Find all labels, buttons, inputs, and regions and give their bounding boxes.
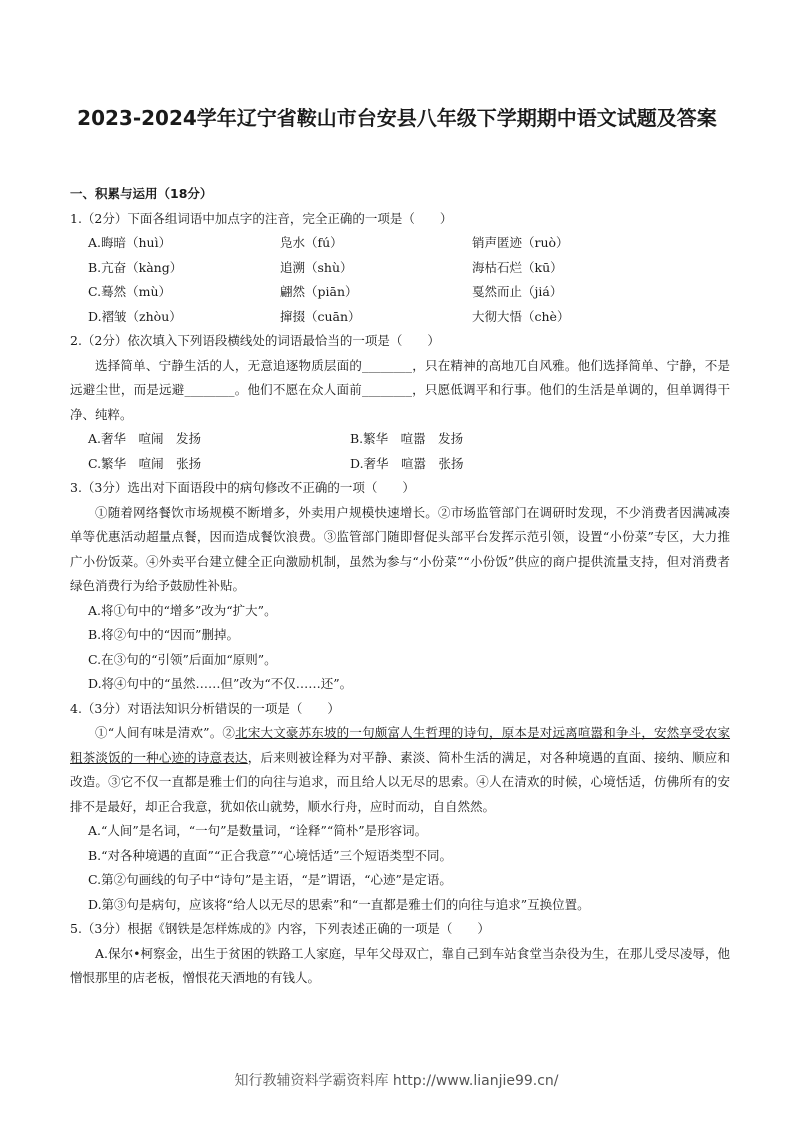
footer-watermark: 知行教辅资料学霸资料库 http://www.lianjie99.cn/ (234, 1073, 559, 1089)
q1-option-cell: 翩然（piān） (280, 284, 358, 299)
q1-option-cell: 撺掇（cuān） (280, 308, 361, 324)
page-title: 2023-2024学年辽宁省鞍山市台安县八年级下学期期中语文试题及答案 (77, 106, 717, 130)
q1-option-cell: 销声匿迹（ruò） (472, 235, 569, 250)
q1-option-cell: B.亢奋（kàng） (88, 259, 183, 275)
question-1-stem: 1.（2分）下面各组词语中加点字的注音，完全正确的一项是（ ） (70, 210, 453, 226)
question-2-options (70, 427, 730, 476)
q4-option-a: A.“人间”是名词，“一句”是数量词，“诠释”“简朴”是形容词。 (88, 823, 428, 838)
q1-option-cell: 凫水（fú） (280, 235, 343, 250)
q1-option-cell: 大彻大悟（chè） (472, 308, 570, 324)
q2-option: B.繁华 喧嚣 发扬 (350, 431, 464, 446)
question-5-stem: 5.（3分）根据《钢铁是怎样炼成的》内容，下列表述正确的一项是（ ） (70, 921, 490, 936)
q2-option: D.奢华 喧嚣 张扬 (350, 455, 464, 471)
q4-passage-start: ①“人间有味是清欢”。② (95, 725, 236, 740)
q1-option-cell: A.晦暗（huì） (88, 235, 172, 250)
q1-option-cell: 追溯（shù） (280, 259, 353, 275)
q3-option-c: C.在③句的“引领”后面加“原则”。 (88, 651, 277, 667)
q2-option: C.繁华 喧闹 张扬 (88, 455, 202, 471)
question-4-passage (70, 721, 730, 819)
q4-option-b: B.“对各种境遇的直面”“正合我意”“心境恬适”三个短语类型不同。 (88, 847, 453, 863)
q3-option-d: D.将④句中的“虽然……但”改为“不仅……还”。 (88, 676, 353, 691)
question-3-passage: ①随着网络餐饮市场规模不断增多，外卖用户规模快速增长。②市场监管部门在调研时发现，不少消费者因满减凑单等优惠活动超量点餐，因而造成餐饮浪费。③监管部门随即督促头部平台发挥示范引领，设置“小份菜”专区，大力推广小份饭菜。④外卖平台建立健全正向激励机制，虽然为参与“小份菜”“小份饭”供应的商户提供流量支持，但对消费者绿色消费行为给予鼓励性补贴。 (70, 504, 730, 593)
q2-option: A.奢华 喧闹 发扬 (88, 431, 202, 446)
q4-option-c: C.第②句画线的句子中“诗句”是主语，“是”谓语，“心迹”是定语。 (88, 872, 452, 887)
question-3-stem: 3.（3分）选出对下面语段中的病句修改不正确的一项（ ） (70, 480, 415, 495)
q1-option-cell: C.蓦然（mù） (88, 284, 171, 299)
q3-option-a: A.将①句中的“增多”改为“扩大”。 (88, 602, 277, 618)
q5-option-a: A.保尔•柯察金，出生于贫困的铁路工人家庭，早年父母双亡，靠自己到车站食堂当杂役为生，在那儿受尽凌辱，他憎恨那里的店老板，憎恨花天酒地的有钱人。 (70, 945, 730, 985)
q1-option-cell: 戛然而止（jiá） (472, 284, 563, 299)
q4-option-d: D.第③句是病句，应该将“给人以无尽的思索”和“一直都是雅士们的向往与追求”互换位置。 (88, 896, 590, 912)
q4-passage-rest: ，后来则被诠释为对平静、素淡、简朴生活的满足，对各种境遇的直面、接纳、顺应和改造。③它不仅一直都是雅士们的向往与追求，而且给人以无尽的思索。④人在清欢的时候，心境恬适，仿佛所有的安排不是最好，却正合我意，犹如依山就势，顺水行舟，应时而动，自自然然。 (70, 749, 730, 814)
exam-content (70, 182, 730, 991)
section-heading: 一、积累与运用（18分） (70, 186, 213, 201)
q1-option-cell: 海枯石烂（kū） (472, 259, 563, 275)
q4-underlined-sentence: 北宋大文豪苏东坡的一句颇富人生哲理的诗句，原本是对远离喧嚣和争斗，安然享受农家粗茶淡饭的一种心迹的诗意表达 (70, 725, 731, 765)
question-4-stem: 4.（3分）对语法知识分析错误的一项是（ ） (70, 700, 340, 716)
q3-option-b: B.将②句中的“因而”删掉。 (88, 627, 239, 642)
q1-option-cell: D.褶皱（zhòu） (88, 308, 182, 324)
question-1-options (70, 231, 730, 329)
question-2-stem: 2.（2分）依次填入下列语段横线处的词语最恰当的一项是（ ） (70, 333, 440, 348)
question-2-passage: 选择简单、宁静生活的人，无意追逐物质层面的________，只在精神的高地兀自风雅。他们选择简单、宁静，不是远避尘世，而是远避________。他们不愿在众人面前________，只愿低调平和行事。他们的生活是单调的，但单调得干净、纯粹。 (70, 357, 730, 422)
